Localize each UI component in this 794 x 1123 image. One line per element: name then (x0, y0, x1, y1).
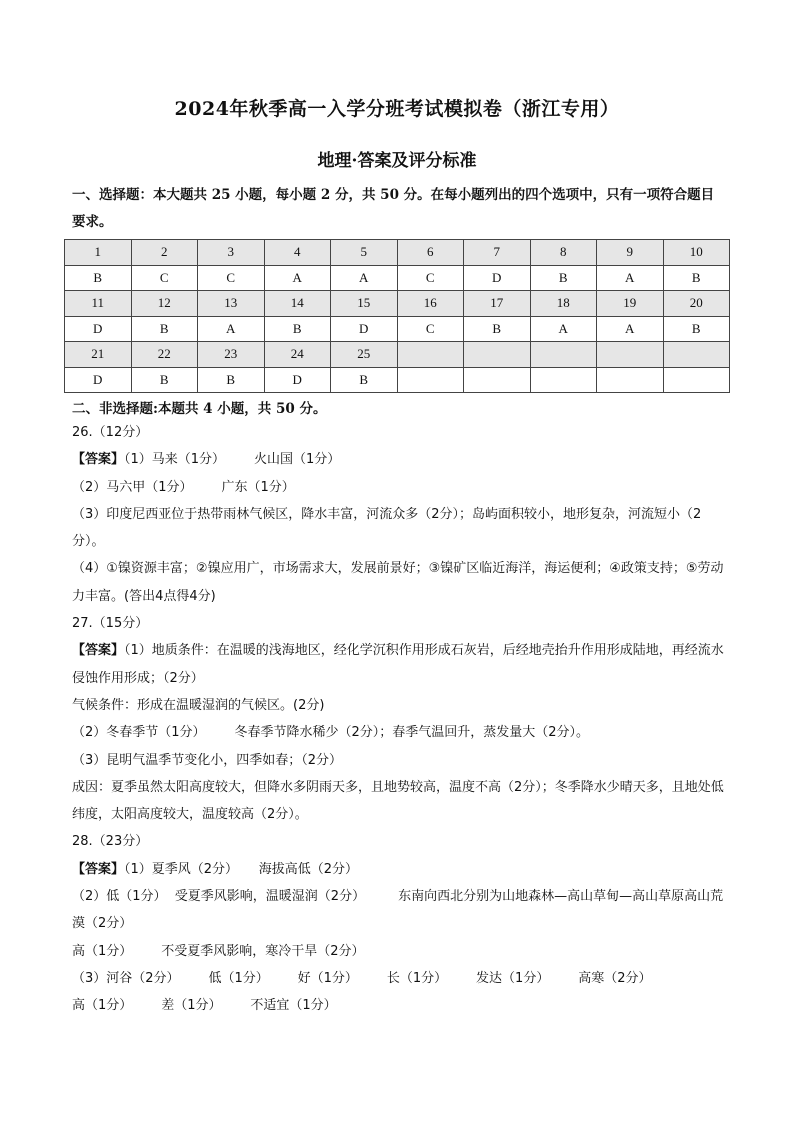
table-cell: 9 (597, 240, 664, 266)
table-cell (530, 342, 597, 368)
table-cell: 13 (198, 291, 265, 317)
table-cell: 23 (198, 342, 265, 368)
table-cell: C (131, 265, 198, 291)
table-cell: A (264, 265, 331, 291)
table-cell: C (198, 265, 265, 291)
table-cell: B (331, 367, 398, 393)
table-row (65, 367, 730, 393)
answer-line: 高（1分） 不受夏季风影响，寒冷干旱（2分） (72, 943, 365, 959)
table-cell: 17 (464, 291, 531, 317)
table-cell: 12 (131, 291, 198, 317)
table-cell: 1 (65, 240, 132, 266)
answer-line: （2）冬春季节（1分） 冬春季节降水稀少（2分）；春季气温回升，蒸发量大（2分）。 (72, 725, 590, 741)
table-row (65, 265, 730, 291)
table-cell: D (331, 316, 398, 342)
table-cell (597, 367, 664, 393)
table-cell: 11 (65, 291, 132, 317)
table-cell: 4 (264, 240, 331, 266)
table-cell (597, 342, 664, 368)
table-cell: 15 (331, 291, 398, 317)
table-cell: D (264, 367, 331, 393)
table-cell: B (663, 316, 730, 342)
answer-line: （2）马六甲（1分） 广东（1分） (72, 479, 295, 495)
answer-line: （3）印度尼西亚位于热带雨林气候区，降水丰富，河流众多（2分）；岛屿面积较小，地形复杂，河流短小（2分）。 (72, 506, 702, 550)
table-cell: 24 (264, 342, 331, 368)
answer-line (72, 446, 727, 473)
table-cell (530, 367, 597, 393)
table-cell: B (264, 316, 331, 342)
answer-line (72, 637, 727, 692)
table-cell (663, 367, 730, 393)
table-cell: 16 (397, 291, 464, 317)
table-cell: A (198, 316, 265, 342)
table-cell: B (530, 265, 597, 291)
table-cell: B (131, 316, 198, 342)
table-cell: 10 (663, 240, 730, 266)
table-cell: 7 (464, 240, 531, 266)
table-cell: D (65, 316, 132, 342)
answer-tag: 【答案】 (72, 452, 125, 468)
table-cell: B (464, 316, 531, 342)
table-cell: 3 (198, 240, 265, 266)
table-cell: 8 (530, 240, 597, 266)
answer-line: 成因：夏季虽然太阳高度较大，但降水多阴雨天多，且地势较高，温度不高（2分）；冬季降水少晴天多，且地处低纬度，太阳高度较大，温度较高（2分）。 (72, 779, 724, 823)
table-cell (663, 342, 730, 368)
table-cell: C (397, 265, 464, 291)
answer-table (64, 239, 730, 393)
table-cell: B (663, 265, 730, 291)
question-27-heading: 27.（15分） (72, 616, 149, 632)
table-cell (397, 367, 464, 393)
answer-line: （3）昆明气温季节变化小，四季如春；（2分） (72, 752, 343, 768)
table-cell: A (530, 316, 597, 342)
table-row (65, 316, 730, 342)
answer-body (72, 419, 727, 1020)
table-cell: 19 (597, 291, 664, 317)
table-cell: A (597, 265, 664, 291)
answer-text: （1）地质条件：在温暖的浅海地区，经化学沉积作用形成石灰岩，后经地壳抬升作用形成陆地，再经流水侵蚀作用形成；（2分） (72, 643, 724, 686)
table-cell: 22 (131, 342, 198, 368)
table-cell (397, 342, 464, 368)
table-cell (464, 367, 531, 393)
table-cell: 25 (331, 342, 398, 368)
answer-line (72, 856, 727, 883)
answer-line: （3）河谷（2分） 低（1分） 好（1分） 长（1分） 发达（1分） 高寒（2分） (72, 970, 652, 986)
table-cell: 14 (264, 291, 331, 317)
table-cell: B (65, 265, 132, 291)
table-cell: A (331, 265, 398, 291)
table-cell: 2 (131, 240, 198, 266)
table-cell: B (131, 367, 198, 393)
table-cell: D (65, 367, 132, 393)
table-cell: 18 (530, 291, 597, 317)
answer-tag: 【答案】 (72, 861, 125, 877)
table-cell (464, 342, 531, 368)
table-cell: 5 (331, 240, 398, 266)
table-cell: 21 (65, 342, 132, 368)
table-cell: D (464, 265, 531, 291)
section-2-heading: 二、非选择题:本题共 4 小题，共 50 分。 (72, 401, 327, 417)
question-26-heading: 26.（12分） (72, 425, 149, 440)
table-row (65, 240, 730, 266)
section-1-heading: 一、选择题：本大题共 25 小题，每小题 2 分，共 50 分。在每小题列出的四个选项中，只有一项符合题目要求。 (72, 187, 715, 230)
answer-tag: 【答案】 (72, 643, 125, 659)
answer-text: （1）马来（1分） 火山国（1分） (124, 452, 341, 468)
table-cell: C (397, 316, 464, 342)
table-cell: 6 (397, 240, 464, 266)
table-cell: B (198, 367, 265, 393)
answer-line: 气候条件：形成在温暖湿润的气候区。(2分) (72, 697, 325, 713)
answer-line: 高（1分） 差（1分） 不适宜（1分） (72, 998, 337, 1014)
table-cell: 20 (663, 291, 730, 317)
answer-text: （1）夏季风（2分） 海拔高低（2分） (124, 861, 358, 877)
answer-line: （4）①镍资源丰富；②镍应用广，市场需求大，发展前景好；③镍矿区临近海洋，海运便利；④政策支持；⑤劳动力丰富。(答出4点得4分) (72, 561, 724, 604)
page-subtitle: 地理·答案及评分标准 (317, 151, 477, 171)
table-row (65, 291, 730, 317)
table-cell: A (597, 316, 664, 342)
answer-line: （2）低（1分） 受夏季风影响，温暖湿润（2分） 东南向西北分别为山地森林—高山草甸—高山草原高山荒漠（2分） (72, 889, 724, 932)
table-row (65, 342, 730, 368)
page-title: 2024年秋季高一入学分班考试模拟卷（浙江专用） (174, 98, 620, 120)
question-28-heading: 28.（23分） (72, 834, 149, 850)
